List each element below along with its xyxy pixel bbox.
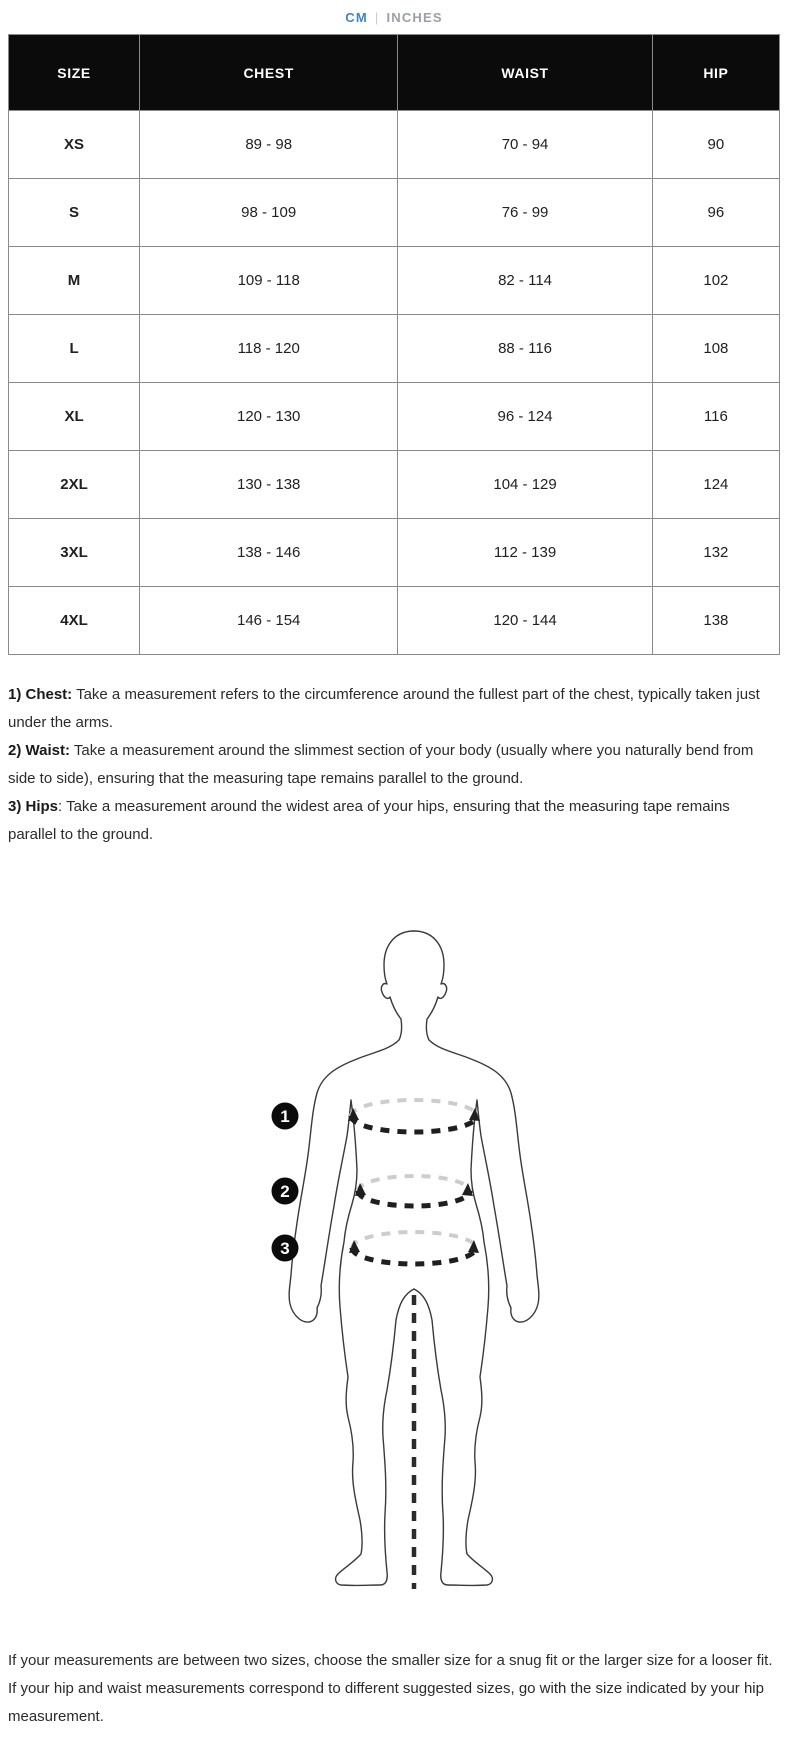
hip-cell: 132 [652,519,779,587]
waist-cell: 88 - 116 [398,315,652,383]
unit-cm-button[interactable]: CM [345,10,368,25]
chest-line-front [351,1116,477,1132]
table-row [9,247,780,315]
waist-marker-number: 2 [280,1182,290,1201]
hip-cell: 90 [652,111,779,179]
instruction-waist [8,737,780,793]
col-header-size: SIZE [9,35,140,111]
instruction-hips-text: : Take a measurement around the widest area of your hips, ensuring that the measuring tape remains parallel to the ground. [8,798,730,843]
waist-line-front [358,1191,470,1206]
chest-cell: 89 - 98 [140,111,398,179]
chest-measure-line [348,1100,480,1132]
hip-cell: 116 [652,383,779,451]
size-cell: XS [9,111,140,179]
table-row [9,587,780,655]
chest-cell: 138 - 146 [140,519,398,587]
col-header-hip: HIP [652,35,779,111]
table-row [9,111,780,179]
waist-cell: 96 - 124 [398,383,652,451]
hip-cell: 124 [652,451,779,519]
chest-cell: 146 - 154 [140,587,398,655]
table-row [9,451,780,519]
size-chart-table [8,34,780,655]
waist-cell: 76 - 99 [398,179,652,247]
waist-cell: 104 - 129 [398,451,652,519]
hip-line-back [352,1232,476,1248]
hip-line-front [352,1248,476,1264]
table-row [9,383,780,451]
size-cell: M [9,247,140,315]
waist-line-back [358,1176,470,1191]
hip-measure-line [349,1232,479,1264]
hip-cell: 102 [652,247,779,315]
size-cell: 4XL [9,587,140,655]
chest-line-back [351,1100,477,1116]
chest-cell: 130 - 138 [140,451,398,519]
chest-cell: 120 - 130 [140,383,398,451]
body-diagram [224,921,604,1621]
size-cell: XL [9,383,140,451]
body-outline [289,931,539,1585]
hip-marker-number: 3 [280,1239,290,1258]
measurement-instructions [8,681,780,849]
chest-cell: 109 - 118 [140,247,398,315]
body-figure-illustration [224,921,604,1621]
hip-cell: 96 [652,179,779,247]
size-cell: 2XL [9,451,140,519]
unit-toggle [0,8,788,32]
unit-separator: | [374,10,380,25]
waist-cell: 70 - 94 [398,111,652,179]
instruction-hips [8,793,780,849]
waist-cell: 120 - 144 [398,587,652,655]
waist-measure-line [355,1176,473,1206]
chest-cell: 118 - 120 [140,315,398,383]
table-row [9,519,780,587]
table-header-row [9,35,780,111]
size-cell: 3XL [9,519,140,587]
instruction-chest-text: Take a measurement refers to the circumference around the fullest part of the chest, typically taken just under the arms. [8,686,760,731]
unit-inches-button[interactable]: INCHES [386,10,443,25]
instruction-hips-label: 3) Hips [8,798,59,815]
table-row [9,315,780,383]
table-row [9,179,780,247]
size-cell: L [9,315,140,383]
chest-marker-number: 1 [280,1107,290,1126]
instruction-chest-label: 1) Chest: [8,686,73,703]
fit-advice-text: If your measurements are between two sizes, choose the smaller size for a snug fit or the larger size for a looser fit. If your hip and waist measurements correspond to different suggested sizes, go with the size indicated by your hip measurement. [8,1652,773,1725]
hip-cell: 138 [652,587,779,655]
col-header-chest: CHEST [140,35,398,111]
hip-cell: 108 [652,315,779,383]
waist-cell: 112 - 139 [398,519,652,587]
instruction-waist-text: Take a measurement around the slimmest section of your body (usually where you naturally bend from side to side), ensuring that the measuring tape remains parallel to the ground. [8,742,754,787]
waist-cell: 82 - 114 [398,247,652,315]
instruction-chest [8,681,780,737]
instruction-waist-label: 2) Waist: [8,742,70,759]
col-header-waist: WAIST [398,35,652,111]
chest-cell: 98 - 109 [140,179,398,247]
size-cell: S [9,179,140,247]
